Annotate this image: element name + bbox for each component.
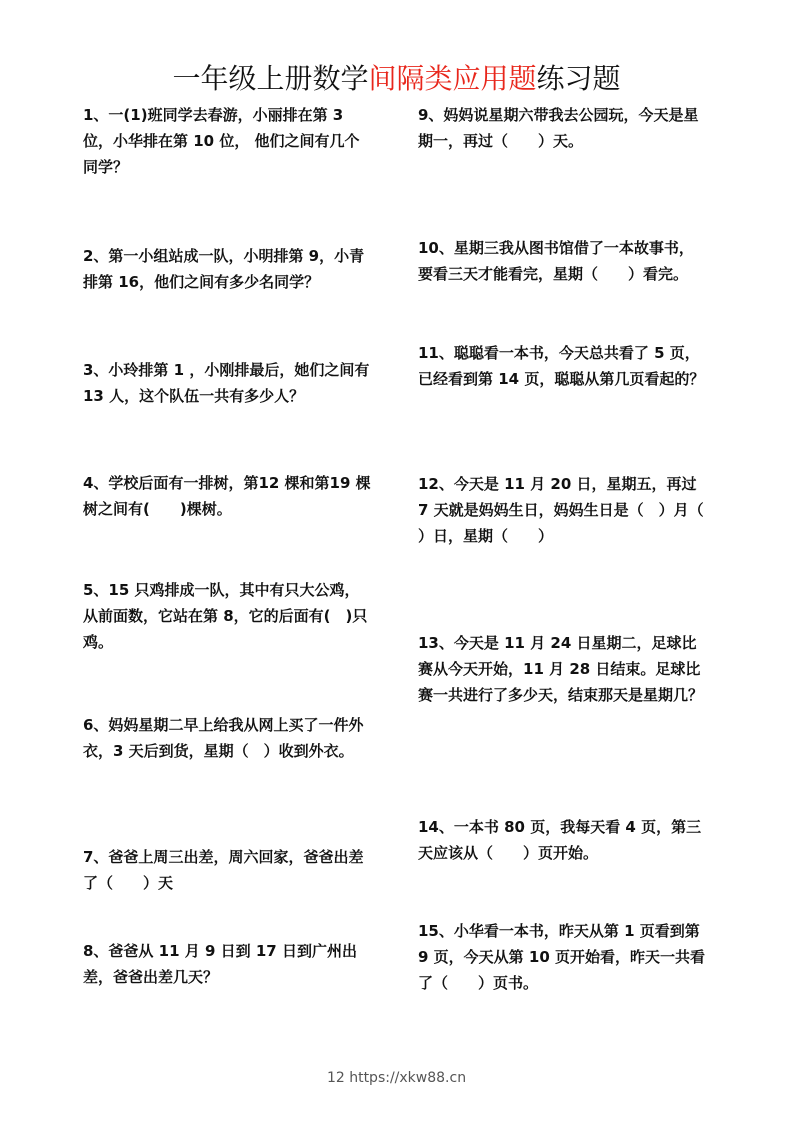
question-13: 13、今天是 11 月 24 日星期二，足球比赛从今天开始，11 月 28 日结束。足球比赛一共进行了多少天，结束那天是星期几？ [418,634,704,704]
question-4: 4、学校后面有一排树，第12 棵和第19 棵树之间有( )棵树。 [83,474,371,518]
title-part-1: 一年级上册数学 [172,62,369,95]
question-11: 11、聪聪看一本书，今天总共看了 5 页，已经看到第 14 页，聪聪从第几页看起的？ [418,344,705,388]
question-6: 6、妈妈星期二早上给我从网上买了一件外衣，3 天后到货，星期（ ）收到外衣。 [83,716,364,760]
question-12: 12、今天是 11 月 20 日，星期五，再过 7 天就是妈妈生日，妈妈生日是（ ）月（ ）日，星期（ ） [418,475,734,545]
question-1: 1、一(1)班同学去春游，小丽排在第 3 位，小华排在第 10 位， 他们之间有几个同学？ [83,106,360,176]
question-2: 2、第一小组站成一队，小明排第 9，小青排第 16，他们之间有多少名同学？ [83,247,365,291]
page-footer: 12 https://xkw88.cn [326,1070,467,1086]
question-15: 15、小华看一本书，昨天从第 1 页看到第 9 页，今天从第 10 页开始看，昨天一共看了（ ）页书。 [418,922,705,992]
question-3: 3、小玲排第 1 ，小刚排最后，她们之间有 13 人，这个队伍一共有多少人？ [83,361,370,405]
question-10: 10、星期三我从图书馆借了一本故事书，要看三天才能看完，星期（ ）看完。 [418,239,694,283]
question-7: 7、爸爸上周三出差，周六回家，爸爸出差了（ ）天 [83,848,364,892]
page-title [0,60,793,98]
question-9: 9、妈妈说星期六带我去公园玩，今天是星期一，再过（ ）天。 [418,106,699,150]
question-8: 8、爸爸从 11 月 9 日到 17 日到广州出差，爸爸出差几天？ [83,942,357,986]
question-14: 14、一本书 80 页，我每天看 4 页，第三天应该从（ ）页开始。 [418,818,702,862]
title-highlight: 间隔类应用题 [368,62,537,95]
title-part-2: 练习题 [536,62,621,95]
question-5: 5、15 只鸡排成一队，其中有只大公鸡，从前面数，它站在第 8，它的后面有( )只鸡。 [83,581,368,651]
